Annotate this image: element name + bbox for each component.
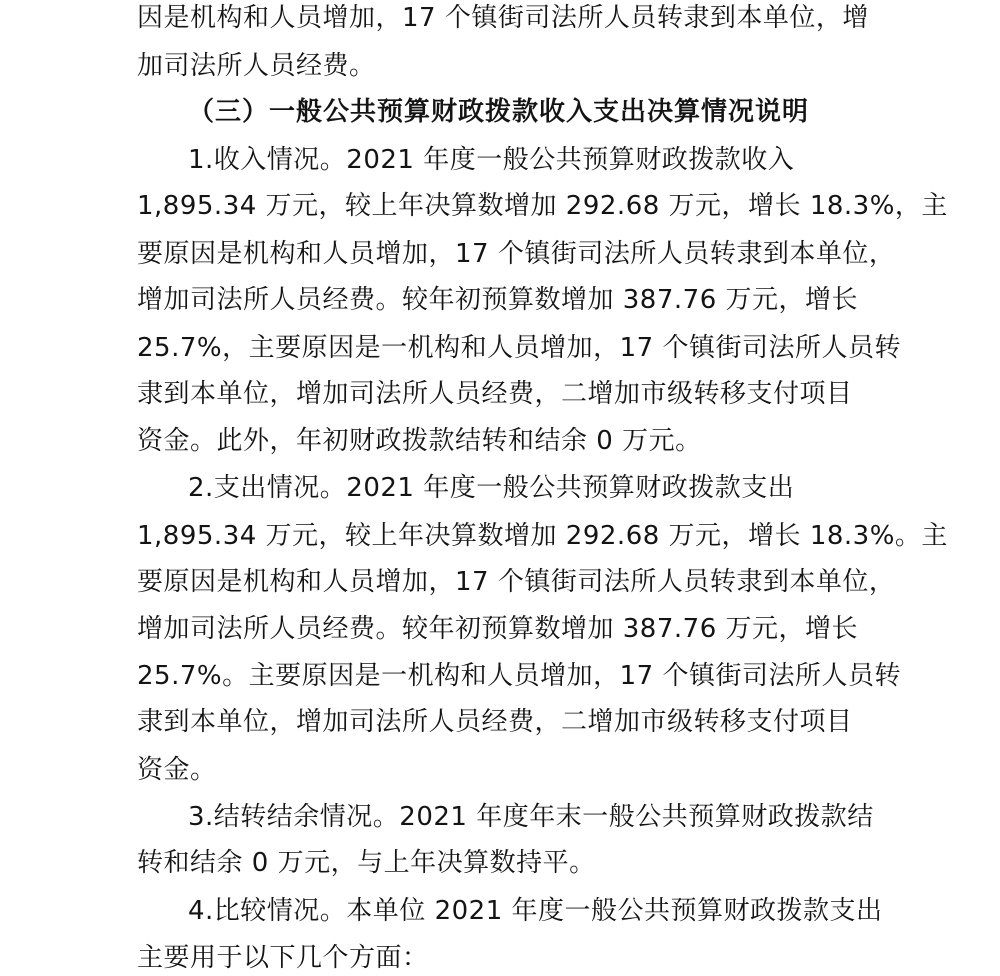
paragraph-line: 3.结转结余情况。2021 年度年末一般公共预算财政拨款结	[188, 802, 874, 832]
paragraph-line: 加司法所人员经费。	[137, 51, 376, 81]
paragraph-line: 25.7%，主要原因是一机构和人员增加，17 个镇街司法所人员转	[137, 333, 901, 363]
paragraph-line: 资金。	[137, 755, 217, 785]
section-heading: （三）一般公共预算财政拨款收入支出决算情况说明	[188, 97, 810, 127]
paragraph-line: 1,895.34 万元，较上年决算数增加 292.68 万元，增长 18.3%。主	[137, 521, 948, 551]
paragraph-line: 要原因是机构和人员增加，17 个镇街司法所人员转隶到本单位，	[137, 239, 896, 269]
paragraph-line: 25.7%。主要原因是一机构和人员增加，17 个镇街司法所人员转	[137, 661, 901, 691]
paragraph-line: 要原因是机构和人员增加，17 个镇街司法所人员转隶到本单位，	[137, 567, 896, 597]
paragraph-line: 增加司法所人员经费。较年初预算数增加 387.76 万元，增长	[137, 285, 859, 315]
paragraph-line: 因是机构和人员增加，17 个镇街司法所人员转隶到本单位，增	[137, 3, 869, 33]
paragraph-line: 增加司法所人员经费。较年初预算数增加 387.76 万元，增长	[137, 614, 859, 644]
paragraph-line: 隶到本单位，增加司法所人员经费，二增加市级转移支付项目	[137, 707, 853, 737]
paragraph-line: 隶到本单位，增加司法所人员经费，二增加市级转移支付项目	[137, 379, 853, 409]
paragraph-line: 主要用于以下几个方面：	[137, 943, 429, 973]
paragraph-line: 资金。此外，年初财政拨款结转和结余 0 万元。	[137, 426, 702, 456]
paragraph-line: 2.支出情况。2021 年度一般公共预算财政拨款支出	[188, 473, 795, 503]
paragraph-line: 4.比较情况。本单位 2021 年度一般公共预算财政拨款支出	[188, 896, 883, 926]
paragraph-line: 1,895.34 万元，较上年决算数增加 292.68 万元，增长 18.3%，主	[137, 191, 948, 221]
paragraph-line: 转和结余 0 万元，与上年决算数持平。	[137, 848, 596, 878]
paragraph-line: 1.收入情况。2021 年度一般公共预算财政拨款收入	[188, 145, 795, 175]
